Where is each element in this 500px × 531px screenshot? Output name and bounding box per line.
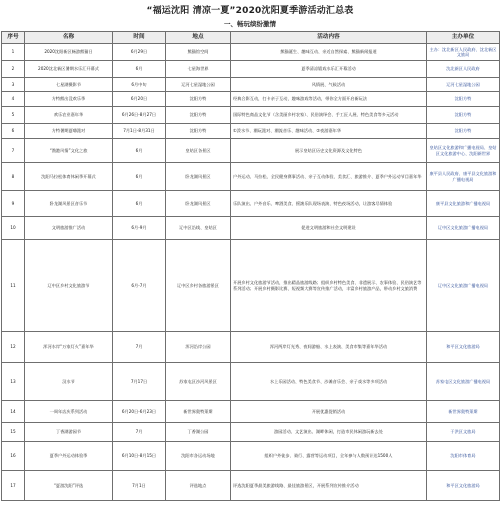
section-title: 一、畅玩缤纷激情	[224, 20, 276, 28]
cell-org: 辽中区文化旅游广播电视局	[427, 240, 500, 332]
cell-org: 新世界奥特莱斯	[427, 401, 500, 423]
cell-content: 熊猫诞生、趣味互动、亲近自然探索、熊猫新闻报道	[231, 44, 427, 61]
cell-org: 沈阳市体育局	[427, 442, 500, 471]
table-row	[2, 401, 500, 423]
cell-org: 辽中区文化旅游广播电视局	[427, 217, 500, 240]
cell-time: 7月1日	[113, 471, 166, 501]
cell-time: 6月	[113, 61, 166, 78]
cell-time: 7月1日-8月31日	[113, 124, 166, 139]
table-header-row	[2, 32, 500, 44]
cell-name: 欢乐农业嘉年华	[25, 107, 113, 124]
cell-place: 沈阳市各运动场地	[166, 442, 231, 471]
cell-name: 2020沈阳新区畅游熊猫日	[25, 44, 113, 61]
cell-no: 10	[2, 217, 25, 240]
cell-content: 水上乐园活动、特色美食节、沙滩音乐会、亲子戏水等多项活动	[231, 363, 427, 401]
cell-org: 辽河七星湿地公园	[427, 78, 500, 92]
cell-org: 康平县人民政府、康平县文化旅游和广播电视局	[427, 163, 500, 191]
cell-time: 6月-9月	[113, 217, 166, 240]
cell-place: 皇姑区各景区	[166, 139, 231, 163]
header-place: 地点	[166, 32, 231, 44]
table-row	[2, 442, 500, 471]
cell-content: 展示皇姑区历史文化资源及文化特色	[231, 139, 427, 163]
cell-name: “渔港风情”文化之旅	[25, 139, 113, 163]
cell-name: 方特熊出没欢乐季	[25, 92, 113, 107]
cell-content: 国际特色商品文化节（含美丽乡村农家）、民俗演绎会、手工匠人展、特色美食等多元活动	[231, 107, 427, 124]
cell-time: 6月20日-6月23日	[113, 401, 166, 423]
cell-org: 皇姑区文化旅游和广播电视局、皇姑区文化旅游中心、沈阳新世界	[427, 139, 500, 163]
cell-content: 组织户外徒步、骑行、露营等运动项目，全年参与人数预计达1500人	[231, 442, 427, 471]
cell-content: 乐队演出、户外音乐、啤酒美食、摇滚乐队现场表演、特色夜场活动，让游客尽情体验	[231, 191, 427, 217]
cell-no: 2	[2, 61, 25, 78]
cell-place: 沈阳方特	[166, 92, 231, 107]
cell-name: 夏季户外运动体验季	[25, 442, 113, 471]
table-row	[2, 44, 500, 61]
cell-name: 丁香湖游园节	[25, 423, 113, 442]
cell-name: 一周年店庆系列活动	[25, 401, 113, 423]
cell-time: 6月-7月	[113, 240, 166, 332]
cell-name: 2020沈北新区暑期水乐汇开幕式	[25, 61, 113, 78]
cell-no: 11	[2, 240, 25, 332]
cell-no: 8	[2, 163, 25, 191]
cell-name: 辽中区乡村文化旅游节	[25, 240, 113, 332]
table-row	[2, 240, 500, 332]
cell-content: 夏季清凉嬉戏水乐汇开幕活动	[231, 61, 427, 78]
cell-name: 文明旅游推广活动	[25, 217, 113, 240]
cell-content: 促进文明旅游和社会文明建设	[231, 217, 427, 240]
cell-time: 6月	[113, 139, 166, 163]
cell-org: 康平县文化旅游和广播电视局	[427, 191, 500, 217]
header-no: 序号	[2, 32, 25, 44]
cell-time: 6月29日	[113, 44, 166, 61]
cell-org: 和平区文化旅游局	[427, 332, 500, 363]
cell-place: 七星海世界	[166, 61, 231, 78]
cell-no: 15	[2, 423, 25, 442]
cell-org: 苏家屯区文化旅游广播电视局	[427, 363, 500, 401]
cell-no: 4	[2, 92, 25, 107]
activity-table	[1, 31, 500, 501]
cell-time: 6月	[113, 191, 166, 217]
header-name: 名称	[25, 32, 113, 44]
cell-time: 6月10日-8月15日	[113, 442, 166, 471]
cell-place: 辽河七星湿地公园	[166, 78, 231, 92]
cell-content: 游园活动、文艺演出、湖畔休闲，打造市民休闲游玩新去处	[231, 423, 427, 442]
cell-time: 7月17日	[113, 363, 166, 401]
cell-place: 浑河沿岸公园	[166, 332, 231, 363]
table-row	[2, 163, 500, 191]
cell-content: 开展优惠促销活动	[231, 401, 427, 423]
cell-name: 方特暑期夏嗨派对	[25, 124, 113, 139]
cell-place: 丁香湖公园	[166, 423, 231, 442]
cell-content: 开展乡村文化旅游节活动，推出精品旅游线路；组织乡村特色美食、非遗展示、农事体验、民俗演艺等系列活动；开展乡村摄影比赛、短视频大赛等宣传推广活动，丰富乡村旅游产品，带动乡村文旅消费	[231, 240, 427, 332]
table-row	[2, 191, 500, 217]
cell-no: 14	[2, 401, 25, 423]
cell-time: 6月26日-8月27日	[113, 107, 166, 124]
table-row	[2, 139, 500, 163]
table-row	[2, 363, 500, 401]
cell-no: 13	[2, 363, 25, 401]
table-row	[2, 217, 500, 240]
page-title: “福运沈阳 清凉一夏”2020沈阳夏季游活动汇总表	[146, 6, 354, 16]
table-row	[2, 471, 500, 501]
cell-name: 七星湖摄影节	[25, 78, 113, 92]
cell-time: 6月中旬	[113, 78, 166, 92]
cell-name: 卧龙湖风景区音乐节	[25, 191, 113, 217]
cell-place: 辽中区沿线、皇姑区	[166, 217, 231, 240]
cell-time: 6月	[113, 163, 166, 191]
cell-no: 1	[2, 44, 25, 61]
cell-place: 卧龙湖风景区	[166, 163, 231, 191]
header-content: 活动内容	[231, 32, 427, 44]
table-row	[2, 124, 500, 139]
table-row	[2, 92, 500, 107]
cell-no: 17	[2, 471, 25, 501]
cell-content: 浑河两岸灯光秀、夜间游船、水上表演、美食市集等嘉年华活动	[231, 332, 427, 363]
cell-place: 辽中区乡村各旅游景区	[166, 240, 231, 332]
cell-time: 7月	[113, 332, 166, 363]
cell-no: 16	[2, 442, 25, 471]
cell-no: 6	[2, 124, 25, 139]
cell-name: 汉水节	[25, 363, 113, 401]
header-time: 时间	[113, 32, 166, 44]
header-org: 主办单位	[427, 32, 500, 44]
cell-org: 主办：沈北新区人民政府、沈北新区文旅局	[427, 44, 500, 61]
table-row	[2, 78, 500, 92]
cell-no: 12	[2, 332, 25, 363]
table-row	[2, 107, 500, 124]
cell-place: 沈阳方特	[166, 107, 231, 124]
cell-place: 苏家屯区沙河风景区	[166, 363, 231, 401]
cell-place: 熊猫馆空间	[166, 44, 231, 61]
cell-place: 新世界奥特莱斯	[166, 401, 231, 423]
cell-org: 沈北新区人民政府	[427, 61, 500, 78]
cell-org: 沈阳方特	[427, 107, 500, 124]
cell-time: 7月	[113, 423, 166, 442]
cell-content: 经典合影互动，打卡亲子互动，趣味游戏等活动，带你全方面开启新玩法	[231, 92, 427, 107]
cell-org: 和平区文化旅游局	[427, 471, 500, 501]
cell-name: 沈阳马拉松体育休闲季开幕式	[25, 163, 113, 191]
cell-place: 卧龙湖风景区	[166, 191, 231, 217]
table-row	[2, 332, 500, 363]
cell-content: ①泼水节、潮玩派对、潮流音乐、趣味活动、②夜游嘉年华	[231, 124, 427, 139]
cell-name: 浑河水岸“万家灯火”嘉年华	[25, 332, 113, 363]
cell-content: 评选沈阳夏季最美旅游线路、最佳旅游景区，开展系列宣传推介活动	[231, 471, 427, 501]
cell-place: 沈阳方特	[166, 124, 231, 139]
table-row	[2, 61, 500, 78]
cell-no: 3	[2, 78, 25, 92]
cell-org: 于洪区文旅局	[427, 423, 500, 442]
cell-no: 7	[2, 139, 25, 163]
cell-time: 6月20日	[113, 92, 166, 107]
cell-content: 风情展、气候活动	[231, 78, 427, 92]
cell-name: “夏游沈阳”评选	[25, 471, 113, 501]
cell-org: 沈阳方特	[427, 92, 500, 107]
table-row	[2, 423, 500, 442]
cell-no: 9	[2, 191, 25, 217]
cell-org: 沈阳方特	[427, 124, 500, 139]
cell-content: 户外运动、马拉松、全民健身赛事活动、亲子互动体验、美食汇、旅游推介、夏季户外运动节目嘉年华	[231, 163, 427, 191]
cell-place: 评选地点	[166, 471, 231, 501]
cell-no: 5	[2, 107, 25, 124]
